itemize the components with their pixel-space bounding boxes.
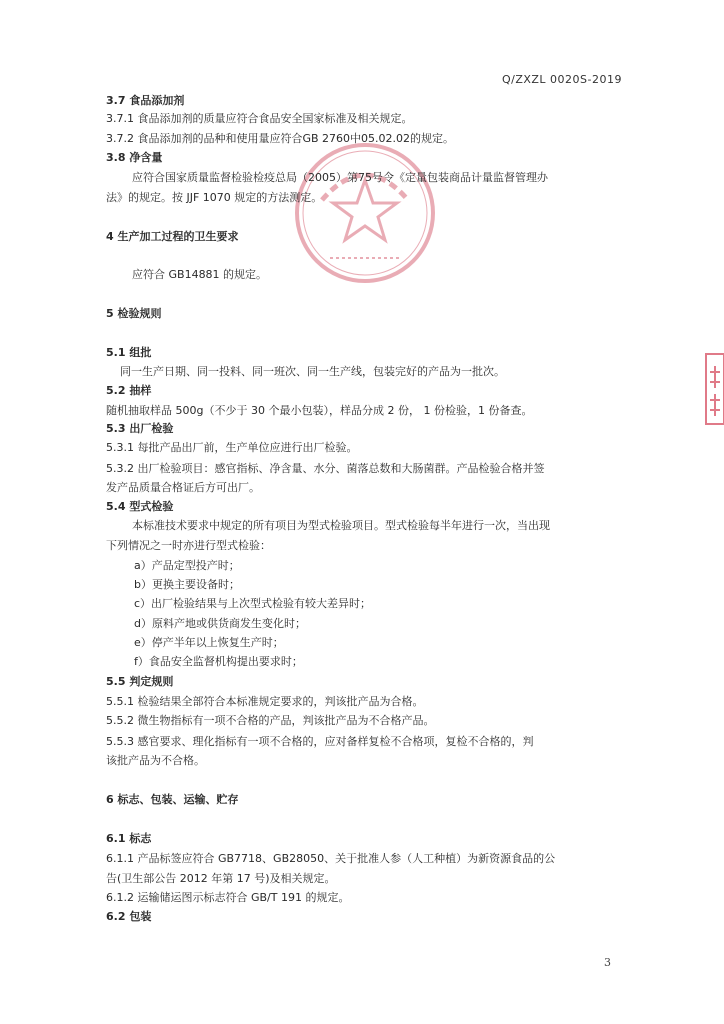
paragraph-5-4-line-2: 下列情况之一时亦进行型式检验： xyxy=(106,539,271,552)
list-item-c: c）出厂检验结果与上次型式检验有较大差异时； xyxy=(134,597,372,610)
paragraph-5-1: 同一生产日期、同一投料、同一班次、同一生产线，包装完好的产品为一批次。 xyxy=(120,365,505,378)
clause-6-1-1-line-1: 6.1.1 产品标签应符合 GB7718、GB28050、关于批准人参（人工种植）为新资源食品的公 xyxy=(106,852,556,865)
clause-5-5-2: 5.5.2 微生物指标有一项不合格的产品，判该批产品为不合格产品。 xyxy=(106,714,435,727)
clause-5-5-1: 5.5.1 检验结果全部符合本标准规定要求的，判该批产品为合格。 xyxy=(106,695,424,708)
edge-seal-mark xyxy=(704,352,724,426)
clause-3-7-1: 3.7.1 食品添加剂的质量应符合食品安全国家标准及相关规定。 xyxy=(106,112,413,125)
section-3-8-heading: 3.8 净含量 xyxy=(106,151,163,164)
section-5-3-heading: 5.3 出厂检验 xyxy=(106,422,174,435)
paragraph-3-8-line-2: 法》的规定。按 JJF 1070 规定的方法测定。 xyxy=(106,191,323,204)
clause-5-3-2-line-2: 发产品质量合格证后方可出厂。 xyxy=(106,481,260,494)
clause-3-7-2: 3.7.2 食品添加剂的品种和使用量应符合GB 2760中05.02.02的规定。 xyxy=(106,132,455,145)
clause-5-5-3-line-2: 该批产品为不合格。 xyxy=(106,754,205,767)
chapter-5-heading: 5 检验规则 xyxy=(106,307,162,320)
section-3-7-heading: 3.7 食品添加剂 xyxy=(106,94,185,107)
section-5-5-heading: 5.5 判定规则 xyxy=(106,675,174,688)
standard-code-header: Q/ZXZL 0020S-2019 xyxy=(501,73,622,86)
list-item-b: b）更换主要设备时； xyxy=(134,578,240,591)
list-item-d: d）原料产地或供货商发生变化时； xyxy=(134,617,306,630)
page-number: 3 xyxy=(604,956,611,969)
paragraph-4: 应符合 GB14881 的规定。 xyxy=(132,268,268,281)
clause-5-5-3-line-1: 5.5.3 感官要求、理化指标有一项不合格的，应对备样复检不合格项，复检不合格的，判 xyxy=(106,735,534,748)
clause-6-1-2: 6.1.2 运输储运图示标志符合 GB/T 191 的规定。 xyxy=(106,891,350,904)
clause-6-1-1-line-2: 告(卫生部公告 2012 年第 17 号)及相关规定。 xyxy=(106,872,336,885)
clause-5-3-2-line-1: 5.3.2 出厂检验项目：感官指标、净含量、水分、菌落总数和大肠菌群。产品检验合格并签 xyxy=(106,462,545,475)
list-item-a: a）产品定型投产时； xyxy=(134,559,240,572)
chapter-6-heading: 6 标志、包装、运输、贮存 xyxy=(106,793,239,806)
paragraph-5-2: 随机抽取样品 500g（不少于 30 个最小包装），样品分成 2 份， 1 份检验，1 份备查。 xyxy=(106,404,533,417)
section-6-1-heading: 6.1 标志 xyxy=(106,832,152,845)
section-6-2-heading: 6.2 包装 xyxy=(106,910,152,923)
chapter-4-heading: 4 生产加工过程的卫生要求 xyxy=(106,230,239,243)
section-5-4-heading: 5.4 型式检验 xyxy=(106,500,174,513)
paragraph-5-4-line-1: 本标准技术要求中规定的所有项目为型式检验项目。型式检验每半年进行一次，当出现 xyxy=(132,519,550,532)
section-5-1-heading: 5.1 组批 xyxy=(106,346,152,359)
section-5-2-heading: 5.2 抽样 xyxy=(106,384,152,397)
clause-5-3-1: 5.3.1 每批产品出厂前，生产单位应进行出厂检验。 xyxy=(106,441,358,454)
list-item-e: e）停产半年以上恢复生产时； xyxy=(134,636,284,649)
list-item-f: f）食品安全监督机构提出要求时； xyxy=(134,655,303,668)
official-seal-stamp xyxy=(292,140,438,286)
paragraph-3-8-line-1: 应符合国家质量监督检验检疫总局（2005）第75号令《定量包装商品计量监督管理办 xyxy=(132,171,548,184)
